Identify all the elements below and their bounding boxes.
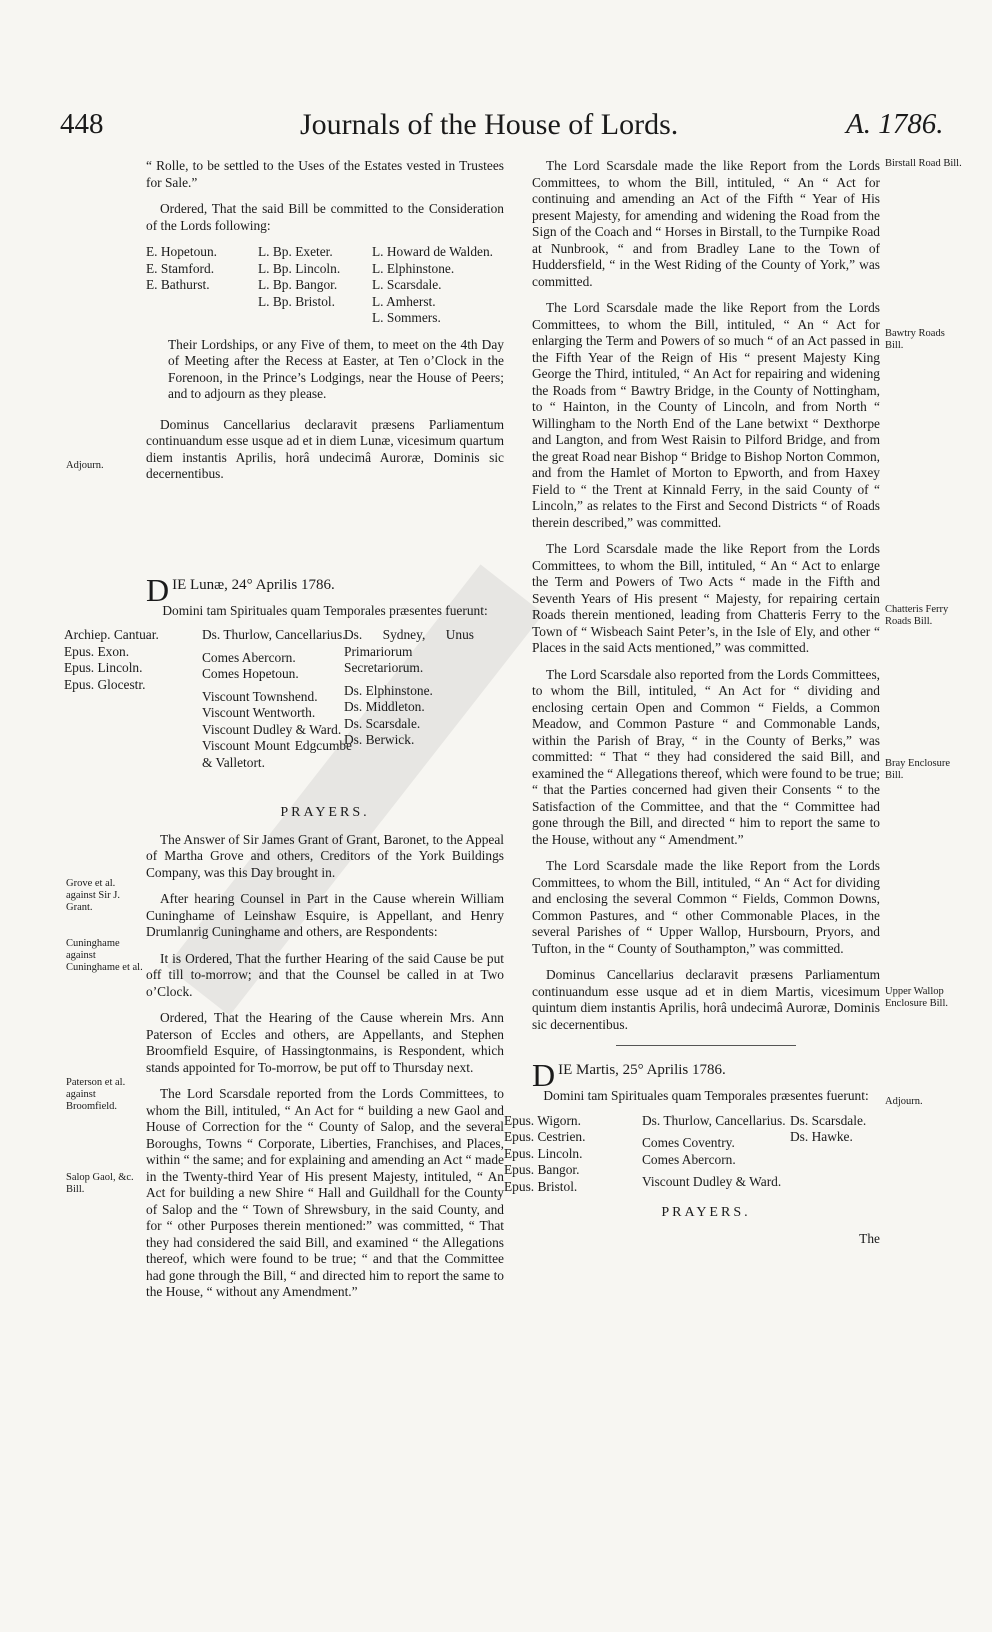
journal-year: A. 1786. [846,108,944,140]
committee-lords [146,244,504,327]
lord-name: L. Bp. Exeter. [258,244,333,259]
section-rule [616,1045,796,1046]
att2-temporal-2: Ds. Scarsdale. Ds. Hawke. [790,1112,867,1144]
adjourn-paragraph: Dominus Cancellarius declaravit præsens Parliamentum continuandum esse usque ad et in diem Lunæ, vicesimum quartum diem instantis Aprilis, horâ undecimâ Auroræ, Dominis sic decernentibus. [146,416,504,481]
margin-bray: Bray Enclosure Bill. [885,758,951,781]
lord-name: L. Bp. Bangor. [258,277,338,292]
die-martis-heading: D IE Martis, 25° Aprilis 1786. [532,1057,726,1093]
lord-name: L. Bp. Bristol. [258,293,336,309]
lord-name: L. Elphinstone. [372,260,455,276]
chatteris-paragraph: The Lord Scarsdale made the like Report from the Lords Committees, to whom the Bill, intituled, “ An “ Act to enlarge the Term and Powers of Two Acts “ made in the Fifth and Seventh Years of His present “ Majesty, for repairing certain Roads therein mentioned, leading from Chatteris Ferry to the Town of “ Wisbeach Saint Peter’s, in the Isle of Ely, and other “ Places in the said Acts mentioned,” was committed. [532,541,880,655]
margin-birstall: Birstall Road Bill. [885,158,962,169]
att-spiritual: Archiep. Cantuar. Epus. Exon. Epus. Lincoln. Epus. Glocestr. [64,627,159,692]
lords-col-barons [372,244,504,327]
cuninghame-paragraph: After hearing Counsel in Part in the Cause wherein William Cuninghame of Leinshaw Esquire, is Appellant, and Henry Drumlanrig Cuninghame and others, are Respondents: [146,891,504,939]
domini-line-2: Domini tam Spirituales quam Temporales præsentes fuerunt: [543,1088,869,1103]
drop-cap-d: D [146,571,170,608]
bray-paragraph: The Lord Scarsdale also reported from the Lords Committees, to whom the Bill, intituled, “ An Act for “ dividing and enclosing certain Open and Common “ Fields, a Common Meadow, and Common Pasture “ and Commonable Lands, within the Parish of Bray, “ in the County of Berks,” was committed: “ That “ they had considered the said Bill, and examined the “ Allegations thereof, which were found to be true; “ that the Parties concerned had given their Consents “ to the Satisfaction of the Committee, and that the “ Committee had gone through the Bill, and directed “ him to report the same to the House, without any “ Amendment.” [532,666,880,847]
wallop-paragraph: The Lord Scarsdale made the like Report from the Lords Committees, to whom the Bill, intituled, “ An “ Act for dividing and enclosing the several Common “ Fields, Common Downs, Common Pastures, and “ other Commonable Places, in the several Parishes of “ Upper Wallop, Hursbourn, Pryors, and Tufton, in the “ County of Southampton,” was committed. [532,858,880,956]
margin-wallop: Upper Wallop Enclosure Bill. [885,986,948,1009]
att2-temporal-1: Ds. Thurlow, Cancellarius. Comes Coventry. Comes Abercorn. Viscount Dudley & Ward. [642,1112,786,1189]
prayers-heading: PRAYERS. [280,805,370,820]
lords-col-bishops [258,244,372,327]
margin-adjourn: Adjourn. [66,460,104,471]
catchword: The [859,1231,880,1246]
adjourn-paragraph-2: Dominus Cancellarius declaravit præsens Parliamentum continuandum esse usque ad et in diem Martis, vicesimum quintum diem instantis Aprilis, horâ undecimâ Auroræ, Dominis sic decernentibus. [532,967,880,1032]
lords-col-earls [146,244,258,327]
die-lunae-heading: D IE Lunæ, 24° Aprilis 1786. [146,571,335,608]
prayers-heading-2: PRAYERS. [661,1204,751,1220]
domini-line: Domini tam Spirituales quam Temporales præsentes fuerunt: [162,602,488,618]
attendance-list-2 [504,1112,880,1205]
margin-salop: Salop Gaol, &c. Bill. [66,1172,134,1195]
margin-adjourn-2: Adjourn. [885,1096,923,1107]
meeting-paragraph: Their Lordships, or any Five of them, to meet on the 4th Day of Meeting after the Recess at Easter, at Ten o’Clock in the Forenoon, in the Prince’s Lodgings, near the House of Peers; and to adjourn as they please. [168,336,504,401]
grove-paragraph: The Answer of Sir James Grant of Grant, Baronet, to the Appeal of Martha Grove and others, Creditors of the York Buildings Company, was this Day brought in. [146,831,504,880]
att2-spiritual: Epus. Wigorn. Epus. Cestrien. Epus. Lincoln. Epus. Bangor. Epus. Bristol. [504,1112,586,1194]
birstall-paragraph: The Lord Scarsdale made the like Report from the Lords Committees, to whom the Bill, intituled, “ An “ Act for continuing and amending an Act of the Fifth “ Year of His present Majesty, for amending and widening the Road from the Sign of the Coach and “ Horses in Birstall, to the Turnpike Road at Nunbrook, “ and from Bradley Lane to the Town of Huddersfield, “ in the West Riding of the County of York,” was committed. [532,158,880,289]
att-temporal-1: Ds. Thurlow, Cancellarius. Comes Abercorn. Comes Hopetoun. Viscount Townshend. Viscount Wentworth. Viscount Dudley & Ward. Viscount Mount Edgcumbe & Valletort. [202,627,352,770]
page-number: 448 [60,108,104,140]
lord-name: L. Bp. Lincoln. [258,260,341,276]
drop-cap-d: D [532,1057,556,1093]
bawtry-paragraph: The Lord Scarsdale made the like Report from the Lords Committees, to whom the Bill, intituled, “ An “ Act for enlarging the Term and Powers of so much “ of an Act passed in the Fifth Year of the Reign of His “ present Majesty King George the Third, intituled, “ An Act for repairing and widening the Roads from “ Bawtry Bridge, in the County of Nottingham, to “ Hainton, in the County of Lincoln, and from North “ Willingham to the North End of the Lane betwixt “ Dexthorpe and Langton, and from West Raisin to Pilford Bridge, and from the great Road near Bishop “ Bridge to Bishop Norton Common, and from the Hamlet of Morton to Epworth, and from Haxey Field to “ the Trent at Kinnald Ferry, in the said County of “ Lincoln,” as relates to the First and Second Districts “ of Roads therein described,” was committed. [532,300,880,530]
salop-paragraph: The Lord Scarsdale reported from the Lords Committees, to whom the Bill, intituled, “ An Act for “ building a new Gaol and House of Correction for the “ County of Salop, and the several Boroughs, Towns “ Corporate, Liberties, Franchises, and Places, within “ the same; and for explaining and amending an Act “ made in the Twenty-third Year of His present Majesty, intituled, “ An Act for building a new Shire “ Hall and Guildhall for the County of Salop and the “ Town of Shrewsbury, in the said County, and for “ other Purposes therein mentioned:” was committed, “ That they had considered the said Bill, and examined “ the Allegations thereof, which were found to be true; “ and that the Committee had gone through the Bill, “ and directed him to report the same to the House, “ without any Amendment.” [146,1086,504,1299]
right-column [504,158,880,1248]
lord-name: E. Bathurst. [146,277,210,292]
lord-name: E. Stamford. [146,260,215,276]
lord-name: L. Howard de Walden. [372,244,494,259]
cuninghame-order: It is Ordered, That the further Hearing of the said Cause be put off till to-morrow; and that the Counsel be called in at Two o’Clock. [146,950,504,999]
attendance-list [64,627,504,805]
margin-cuninghame: Cuninghame against Cuninghame et al. [66,938,143,973]
margin-grove: Grove et al. against Sir J. Grant. [66,878,120,913]
margin-bawtry: Bawtry Roads Bill. [885,328,945,351]
margin-paterson: Paterson et al. against Broomfield. [66,1077,126,1112]
margin-chatteris: Chatteris Ferry Roads Bill. [885,604,949,627]
page-header [0,108,992,152]
att-temporal-2: Ds. Sydney, Unus Primariorum Secretariorum. Ds. Elphinstone. Ds. Middleton. Ds. Scarsdale. Ds. Berwick. [344,627,474,747]
journal-title: Journals of the House of Lords. [300,108,679,141]
lord-name: L. Scarsdale. [372,277,442,292]
lord-name: E. Hopetoun. [146,244,218,259]
ordered-committed: Ordered, That the said Bill be committed to the Consideration of the Lords following: [146,201,504,233]
lord-name: L. Sommers. [372,310,441,325]
paterson-paragraph: Ordered, That the Hearing of the Cause wherein Mrs. Ann Paterson of Eccles and others, are Appellants, and Stephen Broomfield Esquire, of Hassingtonmains, is Respondent, which stands appointed for To-morrow, be put off to Thursday next. [146,1010,504,1075]
rolle-paragraph: “ Rolle, to be settled to the Uses of the Estates vested in Trustees for Sale.” [146,158,504,190]
lord-name: L. Amherst. [372,293,436,309]
